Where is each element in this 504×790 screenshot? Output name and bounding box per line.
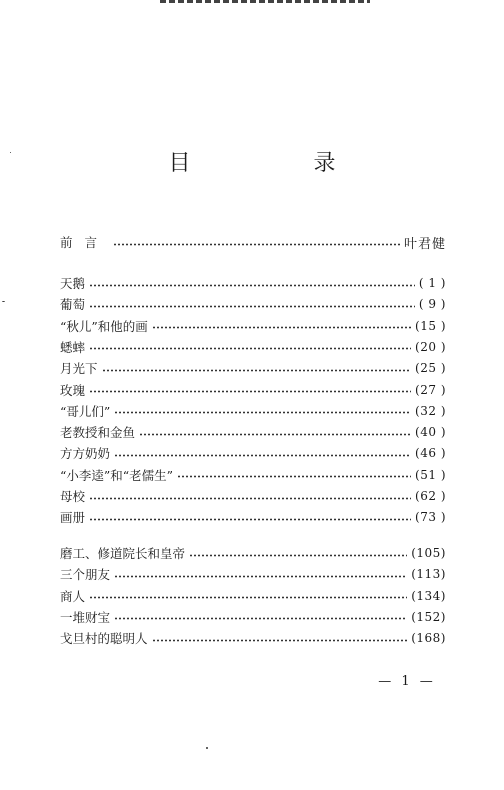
toc-entry-label: 月光下 [60,361,98,377]
toc-entry-page: (32 ) [415,403,446,418]
page-title: 目 录 [168,151,394,176]
toc-entry-preface [60,233,446,251]
toc-entry-page: (51 ) [415,467,446,482]
toc-entry-label: 三个朋友 [60,567,111,583]
dot-leader [114,575,407,578]
toc-entry-label: 天鹅 [60,276,86,291]
dot-leader [89,518,411,521]
toc-entry-page: ( 9 ) [418,297,446,312]
toc-entry [60,587,446,605]
toc-entry-label: “秋儿”和他的画 [60,318,148,334]
toc-entry [60,466,446,484]
toc-entry [60,608,446,626]
toc-entry-label: “小李逵”和“老儒生” [60,467,174,483]
dot-leader [189,554,407,557]
dot-leader [152,639,408,642]
toc-entry-page: (105) [411,546,446,560]
dot-leader [114,454,411,457]
toc-entry-page: (20 ) [415,339,446,354]
toc-entry [60,317,446,335]
dot-leader [113,243,400,246]
toc-entry-page: (113) [411,567,446,582]
toc-entry-label: 玫瑰 [60,382,86,398]
toc-entry-label: 商人 [60,588,86,604]
toc-entry-label: 画册 [60,510,86,526]
dot-leader [89,497,411,500]
toc-entry [60,544,446,562]
toc-entry [60,444,446,462]
scan-edge-artifact [160,0,370,3]
toc-entry [60,295,446,313]
dot-leader [177,475,411,478]
toc-entry [60,359,446,377]
toc-entry-label: 葡萄 [60,297,86,313]
toc-entry-label: 前言 [60,235,110,250]
toc-entry [60,402,446,420]
dot-leader [89,596,407,599]
toc-entry-label: 一堆财宝 [60,609,111,625]
toc-entry-page: (152) [411,609,446,624]
dot-leader [89,305,415,308]
page-number: — 1 — [378,674,436,689]
toc-entry [60,508,446,526]
toc-entry-label: 戈旦村的聪明人 [60,631,148,647]
toc-entry-author: 叶君健 [403,236,446,252]
toc-entry-label: “哥儿们” [60,403,111,419]
scan-speck [10,152,11,153]
toc-entry-page: (168) [411,631,446,646]
dot-leader [114,411,411,414]
toc-entry [60,629,446,647]
toc-entry-label: 母校 [60,489,86,504]
toc-entry [60,274,446,292]
toc-entry [60,423,446,441]
scan-speck [206,747,208,749]
dot-leader [102,369,412,372]
dot-leader [114,617,407,620]
toc-entry-label: 老教授和金鱼 [60,425,136,441]
dot-leader [89,390,411,393]
toc-entry-label: 方方奶奶 [60,446,111,462]
toc-entry-page: (40 ) [415,425,446,440]
toc-entry-page: (27 ) [415,382,446,397]
scan-speck [2,301,5,302]
toc-entry-page: (73 ) [415,510,446,525]
toc-entry-page: (25 ) [415,361,446,376]
dot-leader [89,284,415,287]
toc-entry [60,565,446,583]
toc-entry-page: (46 ) [415,446,446,461]
toc-entry [60,381,446,399]
dot-leader [139,433,411,436]
toc-entry-label: 蟋蟀 [60,339,86,355]
toc-entry-page: ( 1 ) [418,276,446,290]
toc-entry-page: (134) [411,588,446,603]
dot-leader [89,347,411,350]
toc-entry [60,338,446,356]
toc-entry-page: (62 ) [415,489,446,503]
dot-leader [152,326,411,329]
toc-entry-page: (15 ) [415,318,446,333]
toc-entry-label: 磨工、修道院长和皇帝 [60,546,186,561]
toc-entry [60,487,446,505]
